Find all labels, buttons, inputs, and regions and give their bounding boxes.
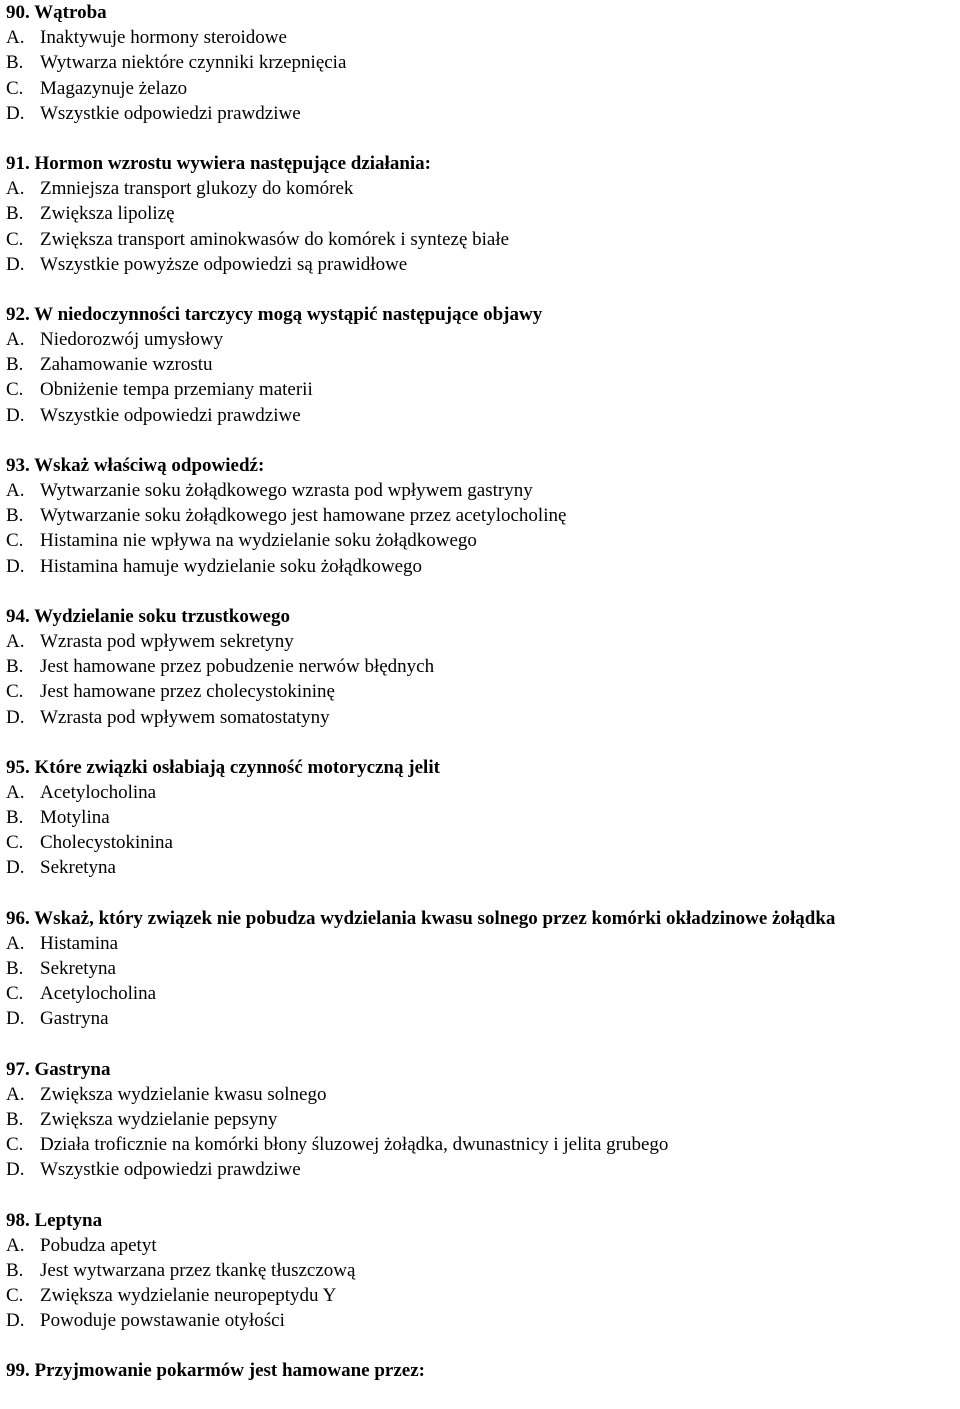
option-text: Histamina (40, 932, 119, 954)
option-text: Histamina nie wpływa na wydzielanie soku żołądkowego (40, 530, 477, 552)
option-text: Zwiększa lipolizę (40, 203, 175, 225)
question-title (6, 906, 960, 931)
option-letter: A. (6, 27, 25, 49)
question-text: Wskaż, który związek nie pobudza wydzielania kwasu solnego przez komórki okładzinowe żołądka (34, 907, 836, 929)
answer-option (6, 1233, 960, 1258)
option-text: Zmniejsza transport glukozy do komórek (40, 178, 354, 200)
option-letter: C. (6, 228, 24, 250)
answer-option (6, 1258, 960, 1283)
option-text: Wzrasta pod wpływem somatostatyny (40, 706, 330, 728)
option-text: Motylina (40, 807, 110, 829)
answer-option (6, 554, 960, 579)
answer-option (6, 176, 960, 201)
option-letter: A. (6, 932, 25, 954)
answer-option (6, 705, 960, 730)
question-block (6, 1358, 960, 1383)
answer-option (6, 1308, 960, 1333)
answer-option (6, 1157, 960, 1182)
answer-option (6, 327, 960, 352)
option-letter: A. (6, 781, 25, 803)
option-letter: D. (6, 1008, 25, 1030)
answer-option (6, 679, 960, 704)
option-text: Acetylocholina (40, 983, 157, 1005)
answer-option (6, 1132, 960, 1157)
answer-option (6, 855, 960, 880)
answer-option (6, 1082, 960, 1107)
answer-option (6, 1006, 960, 1031)
answer-option (6, 830, 960, 855)
option-letter: B. (6, 203, 24, 225)
option-letter: B. (6, 52, 24, 74)
question-title (6, 453, 960, 478)
question-number: 94. (6, 605, 30, 627)
option-text: Wzrasta pod wpływem sekretyny (40, 630, 294, 652)
question-block (6, 1057, 960, 1183)
option-text: Wszystkie odpowiedzi prawdziwe (40, 404, 301, 426)
option-text: Wytwarzanie soku żołądkowego jest hamowane przez acetylocholinę (40, 505, 567, 527)
question-title (6, 1057, 960, 1082)
question-title (6, 755, 960, 780)
question-title (6, 1358, 960, 1383)
question-text: Gastryna (34, 1058, 111, 1080)
question-block (6, 453, 960, 579)
question-block (6, 151, 960, 277)
answer-option (6, 1107, 960, 1132)
option-letter: C. (6, 832, 24, 854)
answer-option (6, 503, 960, 528)
option-text: Acetylocholina (40, 781, 157, 803)
answer-option (6, 654, 960, 679)
option-letter: D. (6, 555, 25, 577)
option-text: Powoduje powstawanie otyłości (40, 1310, 285, 1332)
option-letter: D. (6, 102, 25, 124)
option-text: Cholecystokinina (40, 832, 173, 854)
option-letter: A. (6, 630, 25, 652)
answer-option (6, 1283, 960, 1308)
option-letter: A. (6, 178, 25, 200)
question-block (6, 906, 960, 1032)
option-letter: A. (6, 329, 25, 351)
option-letter: D. (6, 1310, 25, 1332)
question-number: 99. (6, 1360, 30, 1382)
option-text: Wszystkie odpowiedzi prawdziwe (40, 102, 301, 124)
option-text: Zwiększa wydzielanie kwasu solnego (40, 1083, 327, 1105)
option-text: Wszystkie odpowiedzi prawdziwe (40, 1159, 301, 1181)
option-text: Sekretyna (40, 958, 116, 979)
answer-option (6, 780, 960, 805)
option-text: Jest hamowane przez pobudzenie nerwów błędnych (40, 656, 435, 678)
option-letter: C. (6, 1285, 24, 1307)
question-block (6, 1208, 960, 1334)
answer-option (6, 629, 960, 654)
question-number: 91. (6, 152, 30, 174)
question-title (6, 151, 960, 176)
option-text: Wszystkie powyższe odpowiedzi są prawidłowe (40, 253, 408, 275)
question-number: 96. (6, 907, 30, 929)
document-page (6, 0, 960, 1409)
answer-option (6, 101, 960, 126)
question-block (6, 755, 960, 881)
option-letter: B. (6, 505, 24, 527)
question-block (6, 0, 960, 126)
question-number: 95. (6, 756, 30, 778)
option-letter: D. (6, 1159, 25, 1181)
option-letter: C. (6, 77, 24, 99)
option-letter: B. (6, 1259, 24, 1281)
answer-option (6, 403, 960, 428)
answer-option (6, 377, 960, 402)
option-letter: B. (6, 1108, 24, 1130)
option-text: Zwiększa wydzielanie pepsyny (40, 1108, 278, 1130)
question-text: Przyjmowanie pokarmów jest hamowane przez: (34, 1360, 425, 1382)
question-text: Wydzielanie soku trzustkowego (34, 605, 290, 627)
option-text: Zwiększa wydzielanie neuropeptydu Y (40, 1285, 337, 1307)
question-number: 92. (6, 303, 30, 325)
question-text: Wskaż właściwą odpowiedź: (34, 454, 265, 476)
option-text: Obniżenie tempa przemiany materii (40, 379, 313, 401)
option-letter: B. (6, 656, 24, 678)
question-title (6, 0, 960, 25)
question-text: Hormon wzrostu wywiera następujące działania: (34, 152, 432, 174)
option-letter: B. (6, 958, 24, 979)
answer-option (6, 931, 960, 956)
option-letter: C. (6, 681, 24, 703)
option-letter: B. (6, 354, 24, 376)
option-text: Jest hamowane przez cholecystokininę (40, 681, 335, 703)
answer-option (6, 50, 960, 75)
answer-option (6, 76, 960, 101)
answer-option (6, 805, 960, 830)
answer-option (6, 528, 960, 553)
option-letter: C. (6, 1134, 24, 1156)
question-title (6, 302, 960, 327)
option-text: Wytwarzanie soku żołądkowego wzrasta pod wpływem gastryny (40, 480, 533, 501)
answer-option (6, 352, 960, 377)
option-letter: B. (6, 807, 24, 829)
question-text: Leptyna (34, 1209, 103, 1231)
option-text: Jest wytwarzana przez tkankę tłuszczową (40, 1259, 356, 1281)
question-text: Które związki osłabiają czynność motoryczną jelit (34, 756, 440, 778)
question-number: 93. (6, 454, 30, 476)
option-text: Histamina hamuje wydzielanie soku żołądkowego (40, 555, 423, 577)
option-text: Zahamowanie wzrostu (40, 354, 213, 376)
option-letter: D. (6, 253, 25, 275)
option-letter: D. (6, 857, 25, 879)
answer-option (6, 201, 960, 226)
option-text: Wytwarza niektóre czynniki krzepnięcia (40, 52, 347, 74)
option-letter: C. (6, 530, 24, 552)
option-letter: A. (6, 1234, 25, 1256)
answer-option (6, 981, 960, 1006)
question-block (6, 604, 960, 730)
question-number: 90. (6, 2, 30, 23)
question-number: 97. (6, 1058, 30, 1080)
question-number: 98. (6, 1209, 30, 1231)
question-text: Wątroba (34, 2, 107, 23)
option-text: Gastryna (40, 1008, 109, 1030)
option-text: Niedorozwój umysłowy (40, 329, 224, 351)
option-text: Inaktywuje hormony steroidowe (40, 27, 287, 49)
answer-option (6, 252, 960, 277)
option-letter: C. (6, 379, 24, 401)
option-letter: A. (6, 480, 25, 501)
answer-option (6, 25, 960, 50)
option-letter: A. (6, 1083, 25, 1105)
question-title (6, 604, 960, 629)
option-letter: D. (6, 706, 25, 728)
question-text: W niedoczynności tarczycy mogą wystąpić następujące objawy (34, 303, 543, 325)
answer-option (6, 956, 960, 981)
option-letter: C. (6, 983, 24, 1005)
option-text: Pobudza apetyt (40, 1234, 157, 1256)
question-title (6, 1208, 960, 1233)
option-text: Działa troficznie na komórki błony śluzowej żołądka, dwunastnicy i jelita grubego (40, 1134, 669, 1156)
option-text: Sekretyna (40, 857, 116, 879)
answer-option (6, 478, 960, 503)
question-block (6, 302, 960, 428)
answer-option (6, 227, 960, 252)
option-text: Magazynuje żelazo (40, 77, 188, 99)
option-letter: D. (6, 404, 25, 426)
option-text: Zwiększa transport aminokwasów do komórek i syntezę białe (40, 228, 510, 250)
